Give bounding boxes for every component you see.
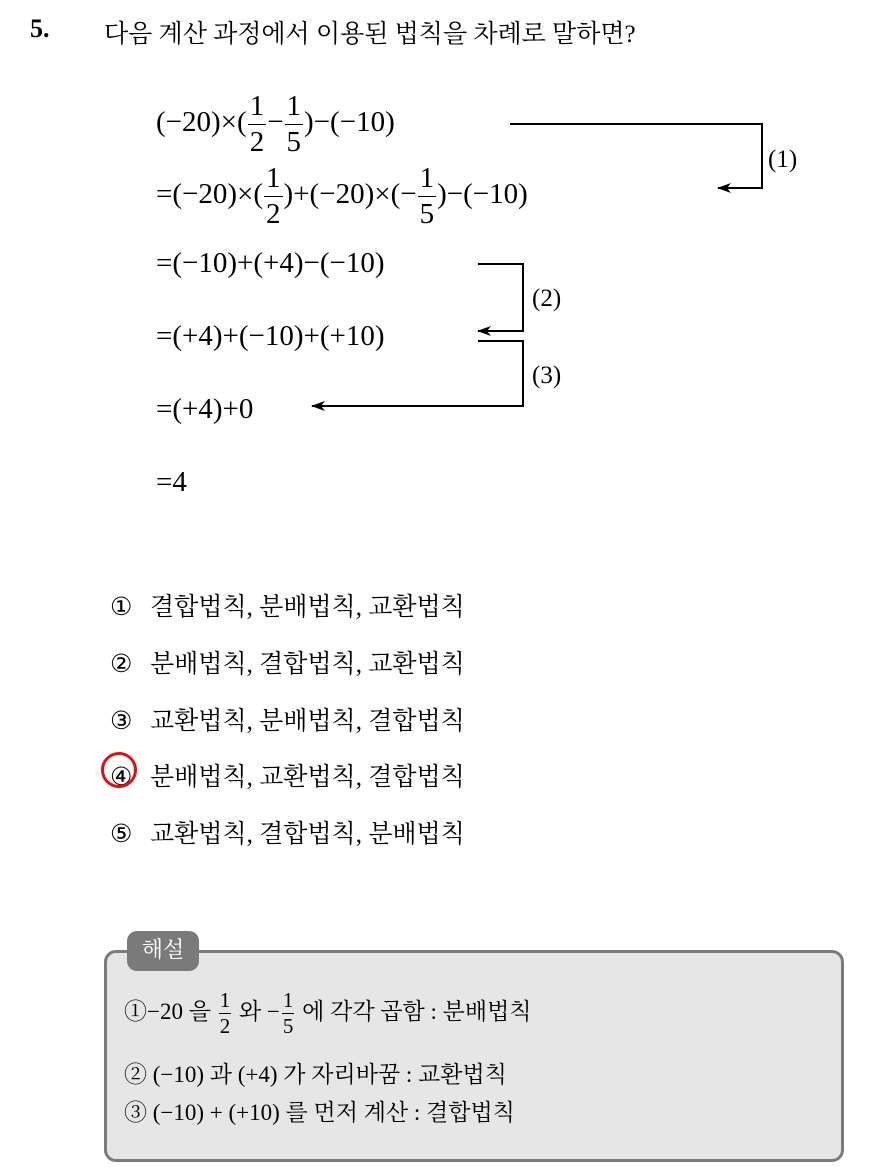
option-5-number: ⑤ [110, 821, 133, 848]
option-5[interactable] [110, 814, 465, 850]
step-bracket-arrows [0, 0, 884, 560]
numerator: 1 [249, 90, 265, 122]
eq2-part-a: =(−20)×( [156, 178, 264, 211]
question-number: 5. [30, 14, 50, 43]
denominator: 5 [419, 198, 435, 230]
step-label-3: (3) [532, 362, 562, 389]
option-2[interactable] [110, 644, 465, 680]
denominator: 5 [282, 1014, 294, 1038]
bracket-step-2 [478, 264, 523, 331]
bracket-step-3 [312, 341, 523, 406]
option-4-number: ④ [110, 764, 133, 791]
option-2-text: 분배법칙, 결합법칙, 교환법칙 [150, 651, 465, 678]
answer-circle-mark [101, 752, 137, 788]
option-4-text: 분배법칙, 교환법칙, 결합법칙 [150, 764, 465, 791]
solution-tag: 해설 [127, 931, 199, 971]
equation-line-4: =(+4)+(−10)+(+10) [156, 320, 385, 352]
numerator: 1 [282, 988, 294, 1012]
numerator: 1 [286, 90, 302, 122]
step-label-2: (2) [532, 285, 562, 312]
option-1-number: ① [110, 594, 133, 621]
sol1-part-b: 와 − [233, 998, 280, 1024]
eq2-part-c: )−(−10) [437, 178, 528, 211]
fraction-one-half [219, 990, 232, 1037]
solution-line-2: ② (−10) 과 (+4) 가 자리바꿈 : 교환법칙 [124, 1062, 507, 1087]
option-4[interactable] [110, 757, 465, 793]
denominator: 2 [266, 198, 281, 230]
denominator: 5 [286, 126, 302, 158]
solution-line-1 [124, 990, 532, 1037]
denominator: 2 [219, 1014, 231, 1038]
fraction-one-fifth [282, 990, 295, 1037]
question-text: 다음 계산 과정에서 이용된 법칙을 차례로 말하면? [104, 21, 636, 48]
bracket-step-1 [510, 124, 762, 188]
eq2-part-b: )+(−20)×(− [283, 178, 417, 211]
numerator: 1 [219, 988, 231, 1012]
eq1-part-a: (−20)×( [156, 106, 247, 139]
solution-line-3: ③ (−10) + (+10) 를 먼저 계산 : 결합법칙 [124, 1100, 515, 1125]
equation-line-5: =(+4)+0 [156, 393, 254, 425]
numerator: 1 [266, 162, 281, 194]
sol1-part-c: 에 각각 곱함 : 분배법칙 [296, 998, 532, 1024]
option-2-number: ② [110, 651, 133, 678]
option-3-text: 교환법칙, 분배법칙, 결합법칙 [150, 708, 465, 735]
option-5-text: 교환법칙, 결합법칙, 분배법칙 [150, 821, 465, 848]
step-label-1: (1) [768, 146, 798, 173]
equation-line-3: =(−10)+(+4)−(−10) [156, 247, 385, 279]
denominator: 2 [249, 126, 265, 158]
option-3[interactable] [110, 701, 465, 737]
equation-line-6: =4 [156, 466, 187, 498]
eq1-part-b: )−(−10) [304, 106, 395, 139]
option-3-number: ③ [110, 708, 133, 735]
option-1-text: 결합법칙, 분배법칙, 교환법칙 [150, 594, 465, 621]
option-1[interactable] [110, 587, 465, 623]
eq1-minus: − [267, 106, 284, 139]
sol1-part-a: ①−20 을 [124, 998, 217, 1024]
numerator: 1 [419, 162, 435, 194]
